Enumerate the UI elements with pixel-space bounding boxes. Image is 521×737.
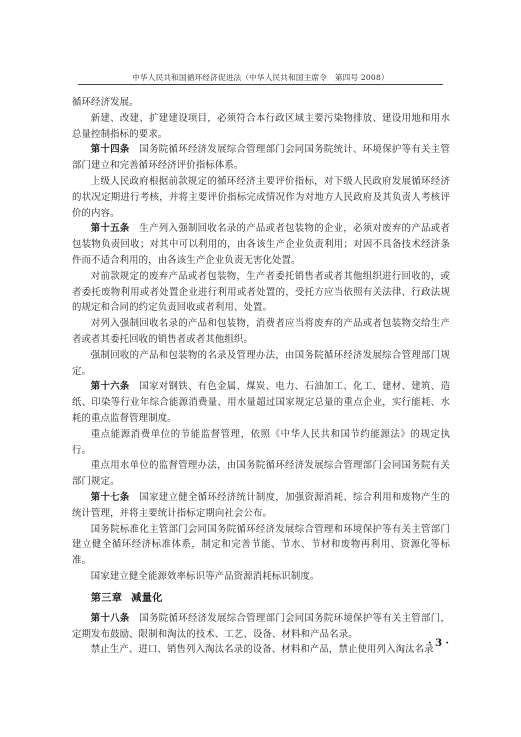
article-number: 第十七条: [90, 491, 130, 503]
paragraph: 上级人民政府根据前款规定的循环经济主要评价指标，对下级人民政府发展循环经济的状况定期进行考核，并将主要评价指标完成情况作为对地方人民政府及其负责人考核评价的内容。: [72, 175, 450, 219]
paragraph: 禁止生产、进口、销售列入淘汰名录的设备、材料和产品，禁止使用列入淘汰名录: [90, 644, 434, 656]
article-paragraph: [72, 490, 450, 522]
article-number: 第十五条: [90, 223, 130, 235]
article-paragraph: [72, 221, 450, 268]
article-text: 国务院循环经济发展综合管理部门会同国务院统计、环境保护等有关主管部门建立和完善循环经济评价指标体系。: [72, 144, 450, 172]
page-number: · 3 ·: [428, 638, 449, 649]
paragraph: 重点能源消费单位的节能监督管理，依照《中华人民共和国节约能源法》的规定执行。: [72, 428, 450, 456]
paragraph: 对列入强制回收名录的产品和包装物，消费者应当将废弃的产品或者包装物交给生产者或者其委托回收的销售者或者其他组织。: [72, 318, 450, 345]
article-number: 第十八条: [90, 612, 130, 624]
article-text: 国家建立健全循环经济统计制度，加强资源消耗、综合利用和废物产生的统计管理，并将主要统计指标定期向社会公布。: [72, 491, 450, 519]
article-text: 国家对钢铁、有色金属、煤炭、电力、石油加工、化工、建材、建筑、造纸、印染等行业年综合能源消费量、用水量超过国家规定总量的重点企业，实行能耗、水耗的重点监督管理制度。: [72, 381, 450, 424]
paragraph: 国务院标准化主管部门会同国务院循环经济发展综合管理和环境保护等有关主管部门建立健全循环经济标准体系，制定和完善节能、节水、节材和废物再利用、资源化等标准。: [72, 523, 450, 567]
paragraph: 强制回收的产品和包装物的名录及管理办法，由国务院循环经济发展综合管理部门规定。: [72, 349, 450, 377]
article-number: 第十六条: [90, 381, 130, 393]
paragraph: 新建、改建、扩建建设项目，必须符合本行政区域主要污染物排放、建设用地和用水总量控制指标的要求。: [72, 112, 450, 140]
article-paragraph: [72, 142, 450, 174]
chapter-number: 第三章: [90, 592, 123, 604]
body-text: [72, 95, 450, 658]
article-text: 国务院循环经济发展综合管理部门会同国务院环境保护等有关主管部门，定期发布鼓励、限制和淘汰的技术、工艺、设备、材料和产品名录。: [72, 612, 450, 640]
chapter-heading: [72, 590, 450, 607]
article-paragraph: [72, 379, 450, 426]
paragraph: 循环经济发展。: [72, 97, 139, 108]
running-header: 中华人民共和国循环经济促进法（中华人民共和国主席令 第四号 2008）: [132, 73, 389, 82]
article-number: 第十四条: [90, 144, 130, 156]
paragraph: 重点用水单位的监督管理办法，由国务院循环经济发展综合管理部门会同国务院有关部门规定。: [72, 460, 450, 488]
paragraph: 对前款规定的废弃产品或者包装物，生产者委托销售者或者其他组织进行回收的，或者委托废物利用或者处置企业进行利用或者处置的，受托方应当依照有关法律、行政法规的规定和合同的约定负责回收或者利用、处置。: [72, 270, 450, 314]
paragraph: 国家建立健全能源效率标识等产品资源消耗标识制度。: [90, 570, 320, 582]
article-text: 生产列入强制回收名录的产品或者包装物的企业，必须对废弃的产品或者包装物负责回收；对其中可以利用的，由各该生产企业负责利用；对因不具备技术经济条件而不适合利用的，由各该生产企业负责无害化处置。: [72, 223, 450, 266]
article-paragraph: [72, 611, 450, 643]
chapter-title: 减量化: [131, 592, 163, 604]
header-divider: [78, 84, 443, 85]
